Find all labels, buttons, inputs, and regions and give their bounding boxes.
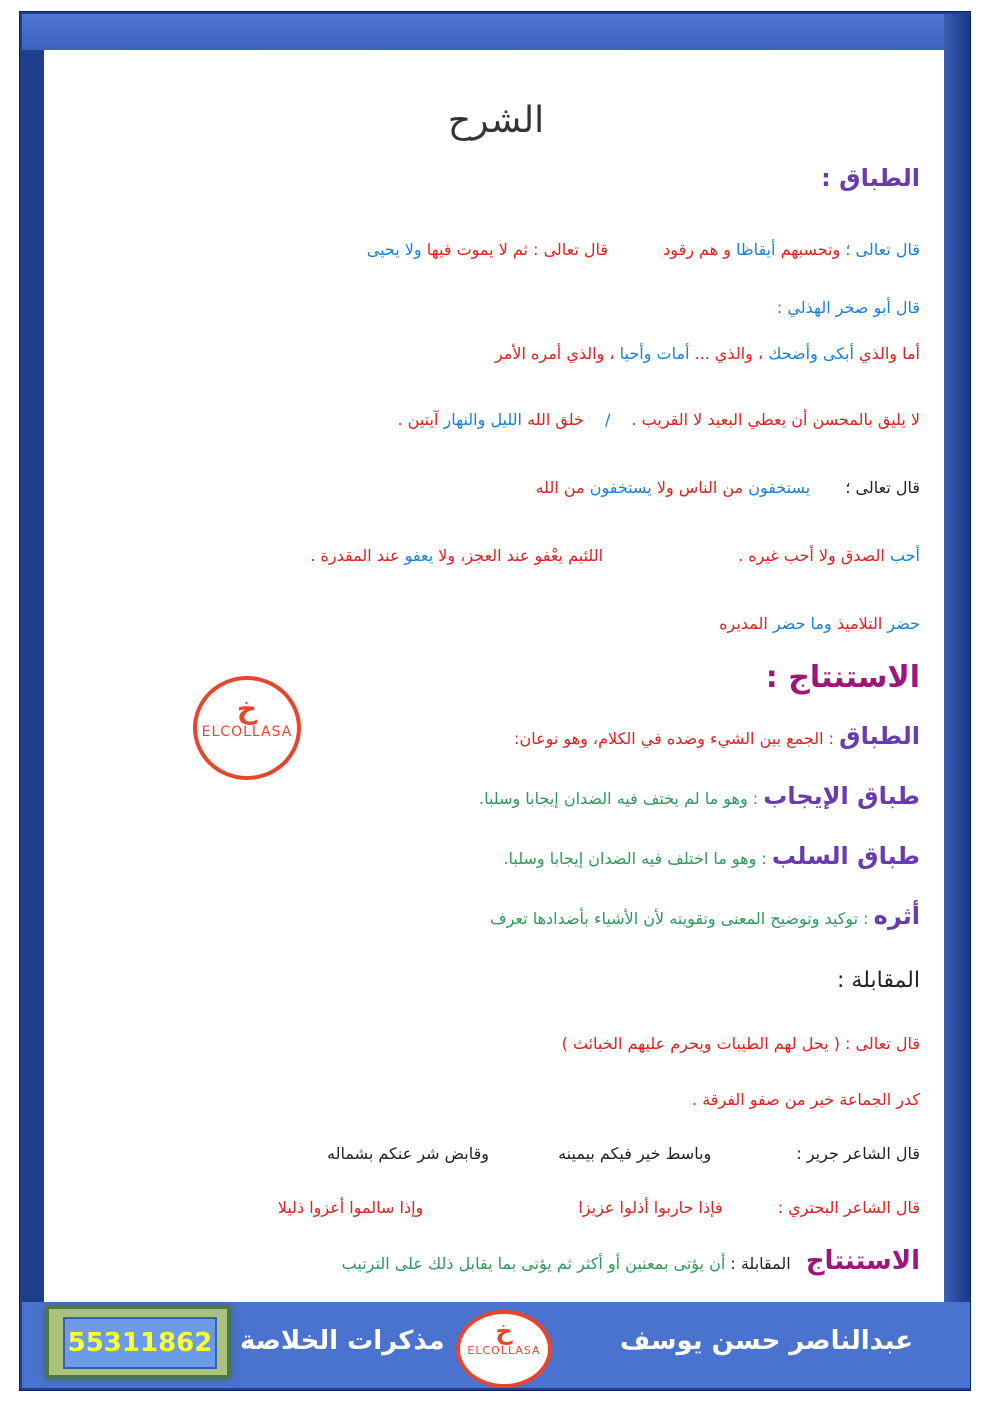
ex5-part: اللئيم يعْفو عند العجز، ولا (438, 546, 604, 565)
def-ijab-text: : وهو ما لم يختف فيه الضدان إيجابا وسلبا. (479, 789, 759, 808)
ex3-part: الليل (490, 410, 522, 429)
ex3-part: آيتين . (397, 410, 439, 429)
def-tibaq-label: الطباق (839, 722, 920, 750)
ex2-part: أما والذي (859, 344, 920, 363)
ex3-part: خلق الله (527, 410, 584, 429)
mq4-part: قال الشاعر البحتري : (777, 1198, 920, 1217)
ex6-part: حضر (772, 614, 806, 633)
mq4-part: وإذا سالموا أعزوا ذليلا (277, 1198, 424, 1217)
example-2 (495, 344, 920, 363)
ex1-part: قال تعالى ؛ (845, 240, 920, 259)
footer-logo (456, 1310, 552, 1388)
conclusion-2-text: أن يؤتى بمعنين أو أكثر ثم يؤتى بما يقابل ذلك على الترتيب (341, 1254, 726, 1273)
conclusion-2-sub: المقابلة : (730, 1254, 791, 1273)
example-1 (367, 240, 920, 259)
ex3-part: / (605, 410, 611, 429)
ex5-part: غيره . (738, 546, 779, 565)
conclusion-1-heading: الاستنتاج : (765, 660, 920, 695)
ex1-part: وتحسبهم (780, 240, 841, 259)
footer-series: مذكرات الخلاصة (240, 1326, 445, 1356)
mq4-part: فإذا حاربوا أذلوا عزيزا (578, 1198, 723, 1217)
ex6-part: المديره (719, 614, 768, 633)
def-salb (503, 842, 920, 870)
ex5-part: الصدق ولا أحب (783, 546, 885, 565)
section-muqabala-heading: المقابلة : (837, 968, 920, 993)
example-4 (536, 478, 920, 497)
muqabala-example-1: قال تعالى : ( يحل لهم الطيبات ويحرم عليهم الخبائث ) (561, 1034, 920, 1053)
ex1-part: قال تعالى : (533, 240, 609, 259)
ex6-part: وما (810, 614, 832, 633)
page-title: الشرح (447, 100, 545, 141)
phone-number: 55311862 (63, 1317, 217, 1369)
logo-letter: خ (236, 692, 258, 725)
phone-box (46, 1306, 230, 1378)
footer-logo-word: ELCOLLASA (467, 1344, 541, 1357)
mq3-part: قال الشاعر جرير : (796, 1144, 920, 1163)
ex1-part: ولا يحيى (366, 240, 422, 259)
example-3 (397, 410, 920, 429)
def-salb-label: طباق السلب (771, 842, 920, 870)
def-tibaq (514, 722, 920, 750)
ex2-part: أمات وأحيا (619, 344, 690, 363)
conclusion-2-label: الاستنتاج (805, 1246, 920, 1276)
muqabala-example-4 (278, 1198, 920, 1217)
ex3-part: والنهار (443, 410, 486, 429)
muqabala-example-3 (327, 1144, 920, 1163)
footer-author: عبدالناصر حسن يوسف (620, 1326, 914, 1356)
ex4-part: يستخفون (748, 478, 811, 497)
conclusion-2 (342, 1246, 920, 1276)
ex1-part: و هم رقود (663, 240, 731, 259)
def-ijab (479, 782, 920, 810)
ex1-part: فيها (426, 240, 452, 259)
ex4-part: يستخفون (589, 478, 652, 497)
ex4-part: من الله (535, 478, 585, 497)
example-6 (719, 614, 920, 633)
ex4-part: قال تعالى ؛ (845, 478, 920, 497)
def-athar (490, 902, 920, 930)
ex2-part: ، والذي ... (694, 344, 764, 363)
side-shadow (944, 14, 970, 1384)
muqabala-example-2: كدر الجماعة خير من صفو الفرقة . (692, 1090, 920, 1109)
ex6-part: حضر (887, 614, 920, 633)
example-5 (310, 546, 920, 565)
mq3-part: وباسط خير فيكم بيمينه (558, 1144, 712, 1163)
def-salb-text: : وهو ما اختلف فيه الضدان إيجابا وسلبا. (503, 849, 767, 868)
def-ijab-label: طباق الإيجاب (763, 782, 920, 810)
ex2-part: أبكى وأضحك (768, 344, 854, 363)
ex1-part: أيقاظا (736, 240, 776, 259)
mq3-part: وقابض شر عنكم بشماله (327, 1144, 489, 1163)
logo-word: ELCOLLASA (201, 724, 293, 740)
ex5-part: عند المقدرة . (310, 546, 400, 565)
ex1-part: ثم لا يموت (456, 240, 529, 259)
ex5-part: يعفو (404, 546, 434, 565)
ex6-part: التلاميذ (836, 614, 883, 633)
ex4-part: من الناس ولا (656, 478, 744, 497)
elcollasa-logo (193, 676, 301, 780)
top-band (22, 14, 966, 50)
section-tibaq-heading: الطباق : (821, 164, 920, 192)
footer-logo-letter: خ (495, 1317, 513, 1345)
example-2-intro: قال أبو صخر الهذلي : (776, 298, 920, 317)
ex5-part: أحب (889, 546, 920, 565)
ex3-part: لا يليق بالمحسن أن يعطي البعيد لا القريب . (631, 410, 920, 429)
def-tibaq-text: : الجمع بين الشيء وضده في الكلام، وهو نوعان: (514, 729, 835, 748)
def-athar-text: : توكيد وتوضيح المعنى وتقويته لأن الأشياء بأضدادها تعرف (490, 909, 869, 928)
ex2-part: ، والذي أمره الأمر (494, 344, 615, 363)
def-athar-label: أثره (873, 902, 920, 930)
